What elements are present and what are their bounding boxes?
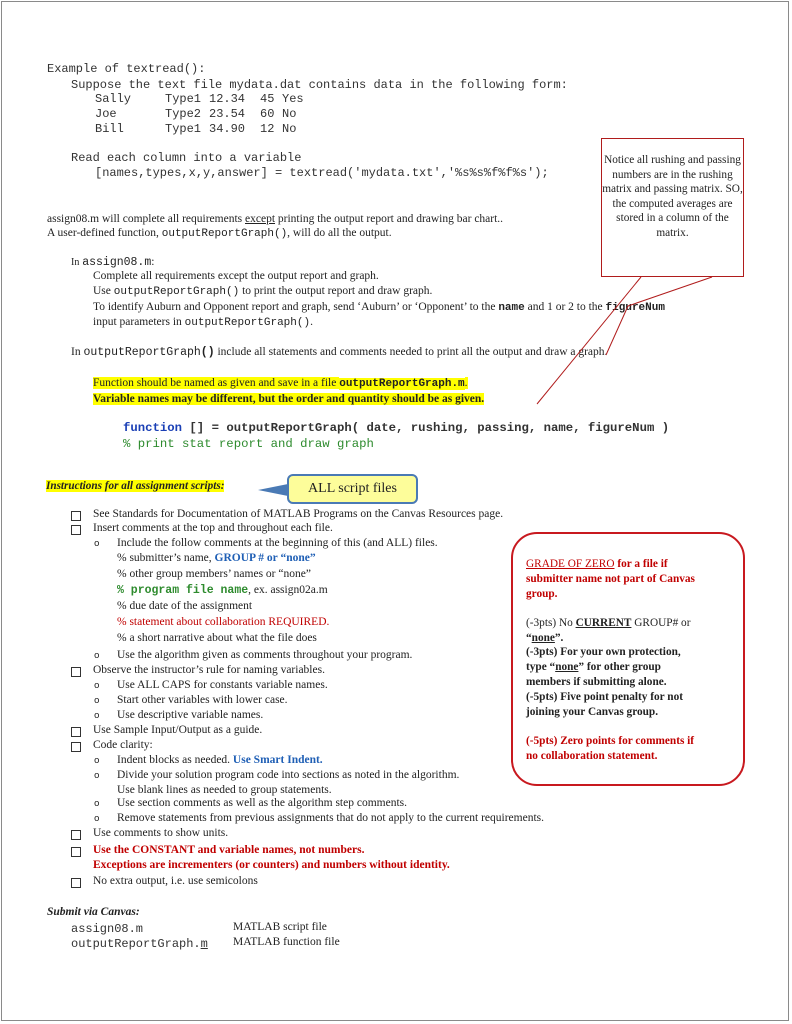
assign-line-1: Complete all requirements except the output report and graph. <box>93 270 379 282</box>
penalty-4a: (-5pts) Zero points for comments if <box>526 735 695 747</box>
item-text: Exceptions are incrementers (or counters) and numbers without identity. <box>93 859 450 871</box>
data-cell: Type1 <box>165 92 202 106</box>
item-text: Use blank lines as needed to group statements. <box>117 784 332 796</box>
signature-comment: % print stat report and draw graph <box>123 437 374 451</box>
data-cell: 12 <box>260 122 275 136</box>
grade-text: for a file if <box>614 558 668 570</box>
submit-desc-1: MATLAB script file <box>233 921 327 933</box>
item-text: Start other variables with lower case. <box>117 694 288 706</box>
data-cell: 12.34 <box>209 92 246 106</box>
data-cell: Yes <box>282 92 304 106</box>
instructions-label: Instructions for all assignment scripts: <box>46 480 225 492</box>
highlight-text: Function should be named as given and save in a file <box>93 377 340 389</box>
function-keyword: function <box>123 421 183 435</box>
penalty-3a: (-5pts) Five point penalty for not <box>526 691 684 703</box>
grade-line-2: submitter name not part of Canvas <box>526 573 695 585</box>
item-text: Include the follow comments at the beginning of this (and ALL) files. <box>117 537 438 549</box>
penalty-2a: (-3pts) For your own protection, <box>526 646 681 658</box>
callout-text: ALL script files <box>308 481 397 496</box>
penalty-text: (-3pts) No <box>526 617 576 629</box>
penalty-text: ”. <box>554 632 564 644</box>
penalty-3b: joining your Canvas group. <box>526 706 659 718</box>
item-text: Divide your solution program code into sections as noted in the algorithm. <box>117 769 460 781</box>
function-name: outputReportGraph() <box>184 317 311 329</box>
comment-line-5: % statement about collaboration REQUIRED. <box>117 616 330 628</box>
example-suppose: Suppose the text file mydata.dat contains data in the following form: <box>71 78 568 92</box>
penalty-text: GROUP# or <box>631 617 691 629</box>
item-text: Indent blocks as needed. <box>117 754 233 766</box>
item-text: Insert comments at the top and throughout each file. <box>93 522 333 534</box>
item-text: Observe the instructor’s rule for naming variables. <box>93 664 325 676</box>
item-text: Use comments to show units. <box>93 827 229 839</box>
data-cell: Joe <box>95 107 117 121</box>
except-word: except <box>245 213 276 225</box>
penalty-4b: no collaboration statement. <box>526 750 658 762</box>
function-name: outputReportGraph <box>83 346 201 359</box>
submit-label: Submit via Canvas: <box>47 906 140 918</box>
circle-bullet-icon: o <box>94 711 100 721</box>
comment-line-6: % a short narrative about what the file does <box>117 632 317 644</box>
intro-text: , will do all the output. <box>287 227 392 239</box>
assign-text: input parameters in <box>93 316 185 328</box>
data-cell: Sally <box>95 92 132 106</box>
example-heading: Example of textread(): <box>47 62 206 76</box>
signature-text: [] = outputReportGraph( date, rushing, passing, name, figureNum ) <box>182 421 670 435</box>
penalty-text: “ <box>526 632 532 644</box>
none-word: none <box>555 661 579 673</box>
highlight-file: outputReportGraph.m <box>339 378 465 390</box>
notice-pointer-line <box>628 277 712 306</box>
item-text: Remove statements from previous assignments that do not apply to the current requirements. <box>117 812 544 824</box>
item-text: Use the CONSTANT and variable names, not numbers. <box>93 844 365 856</box>
submit-desc-2: MATLAB function file <box>233 936 340 948</box>
grade-zero: GRADE OF ZERO <box>526 558 615 570</box>
data-cell: 60 <box>260 107 275 121</box>
item-text: Code clarity: <box>93 739 153 751</box>
in-output-text: In <box>71 346 84 358</box>
circle-bullet-icon: o <box>94 539 100 549</box>
data-cell: 34.90 <box>209 122 246 136</box>
notice-pointer-line <box>537 277 641 404</box>
circle-bullet-icon: o <box>94 799 100 809</box>
assign-text: To identify Auburn and Opponent report and graph, send ‘Auburn’ or ‘Opponent’ to the <box>93 301 499 313</box>
file-ext: m <box>200 937 208 951</box>
data-cell: Type1 <box>165 122 202 136</box>
item-text: Use ALL CAPS for constants variable names. <box>117 679 328 691</box>
item-text: See Standards for Documentation of MATLAB Programs on the Canvas Resources page. <box>93 508 504 520</box>
data-cell: No <box>282 122 297 136</box>
assign-text: to print the output report and draw graph. <box>239 285 433 297</box>
highlight-text: . <box>464 377 468 389</box>
circle-bullet-icon: o <box>94 814 100 824</box>
circle-bullet-icon: o <box>94 651 100 661</box>
item-text: Use the algorithm given as comments throughout your program. <box>117 649 413 661</box>
comment-line-2: % other group members’ names or “none” <box>117 568 311 580</box>
data-cell: Bill <box>95 122 124 136</box>
assign-text: and 1 or 2 to the <box>524 301 606 313</box>
circle-bullet-icon: o <box>94 696 100 706</box>
item-text: Use descriptive variable names. <box>117 709 264 721</box>
grade-line-3: group. <box>526 588 558 600</box>
comment-text: , ex. assign02a.m <box>248 584 328 596</box>
assign-text: Use <box>93 285 114 297</box>
program-file-name: % program file name <box>117 584 249 597</box>
notice-text: Notice all rushing and passing numbers are in the rushing matrix and passing matrix. SO, the computed averages are stored in a column of the matrix. <box>602 154 743 239</box>
circle-bullet-icon: o <box>94 771 100 781</box>
data-cell: 45 <box>260 92 275 106</box>
function-name: outputReportGraph() <box>113 286 240 298</box>
function-name: outputReportGraph() <box>161 228 288 240</box>
data-cell: Type2 <box>165 107 202 121</box>
read-each-text: Read each column into a variable <box>71 151 302 165</box>
circle-bullet-icon: o <box>94 681 100 691</box>
penalty-2c: members if submitting alone. <box>526 676 667 688</box>
circle-bullet-icon: o <box>94 756 100 766</box>
item-text: Use Sample Input/Output as a guide. <box>93 724 263 736</box>
highlight-text: Variable names may be different, but the order and quantity should be as given. <box>93 393 485 405</box>
assign-file: assign08.m <box>82 256 152 269</box>
penalty-text: type “ <box>526 661 556 673</box>
current-word: CURRENT <box>575 617 632 629</box>
intro-text: printing the output report and drawing bar chart.. <box>275 213 504 225</box>
figurenum-param: figureNum <box>605 302 665 314</box>
in-output-text: include all statements and comments needed to print all the output and draw a graph. <box>214 346 608 358</box>
name-param: name <box>498 302 525 314</box>
comment-line-4: % due date of the assignment <box>117 600 253 612</box>
comment-text: % submitter’s name, <box>117 552 215 564</box>
item-text: No extra output, i.e. use semicolons <box>93 875 258 887</box>
data-cell: 23.54 <box>209 107 246 121</box>
intro-text: A user-defined function, <box>47 227 162 239</box>
textread-call: [names,types,x,y,answer] = textread('mydata.txt','%s%s%f%f%s'); <box>95 166 549 180</box>
intro-text: assign08.m will complete all requirements <box>47 213 246 225</box>
submit-file-1: assign08.m <box>71 922 144 936</box>
in-label: In <box>71 257 80 268</box>
file-part: outputReportGraph. <box>71 937 201 951</box>
data-cell: No <box>282 107 297 121</box>
assign-text: . <box>310 316 313 328</box>
notice-pointer-line <box>606 306 628 355</box>
assign-colon: : <box>151 256 155 268</box>
smart-indent: Use Smart Indent. <box>232 754 323 766</box>
group-text: GROUP # or “none” <box>214 552 316 564</box>
function-parens: () <box>200 346 215 359</box>
penalty-text: ” for other group <box>578 661 661 673</box>
item-text: Use section comments as well as the algorithm step comments. <box>117 797 407 809</box>
callout-arrow-icon <box>258 484 288 496</box>
none-word: none <box>531 632 555 644</box>
